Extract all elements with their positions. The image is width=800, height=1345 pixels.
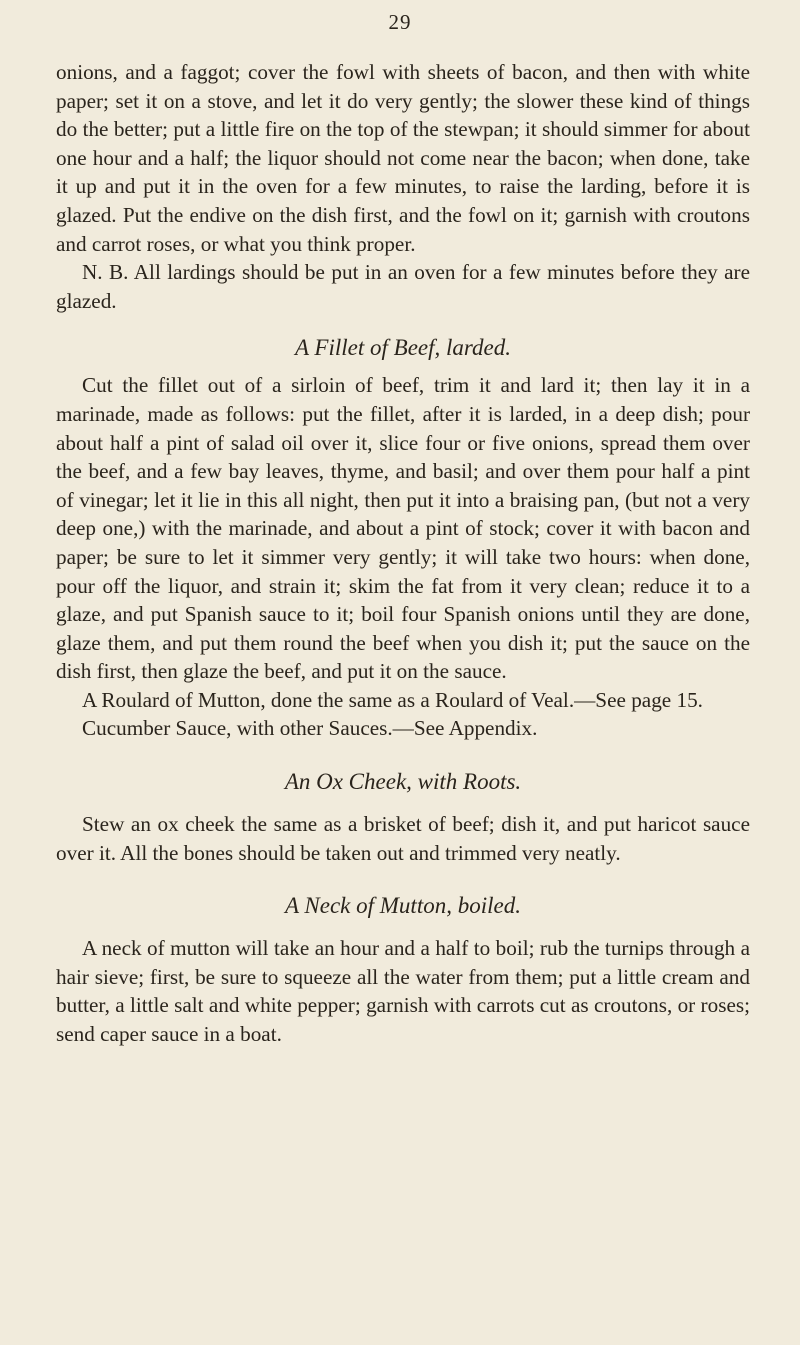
page-number: 29 bbox=[388, 10, 412, 34]
paragraph-fillet-of-beef: Cut the fillet out of a sirloin of beef, trim it and lard it; then lay it in a marinade, made as follows: put the fillet, after it is larded, in a deep dish; pour about half a pint of salad oil over it, slice four or five onions, spread them over the beef, and a few bay leaves, thyme, and basil; and over them pour half a pint of vinegar; let it lie in this all night, then put it into a braising pan, (but not a very deep one,) with the marinade, and about a pint of stock; cover it with bacon and paper; be sure to let it simmer very gently; it will take two hours: when done, pour off the liquor, and strain it; skim the fat from it very clean; reduce it to a glaze, and put Spanish sauce to it; boil four Spanish onions until they are done, glaze them, and put them round the beef when you dish it; put the sauce on the dish first, then glaze the beef, and put it on the sauce. bbox=[56, 373, 750, 684]
heading-fillet-of-beef: A Fillet of Beef, larded. bbox=[295, 335, 511, 361]
paragraph-fowl-continued: onions, and a faggot; cover the fowl with sheets of bacon, and then with white paper; set it on a stove, and let it do very gently; the slower these kind of things do the better; put a little fire on the top of the stewpan; it should simmer for about one hour and a half; the liquor should not come near the bacon; when done, take it up and put it in the oven for a few minutes, to raise the larding, before it is glazed. Put the endive on the dish first, and the fowl on it; garnish with croutons and carrot roses, or what you think proper. bbox=[56, 60, 750, 256]
heading-neck-of-mutton: A Neck of Mutton, boiled. bbox=[285, 893, 521, 919]
paragraph-ox-cheek: Stew an ox cheek the same as a brisket of beef; dish it, and put haricot sauce over it. All the bones should be taken out and trimmed very neatly. bbox=[56, 812, 750, 865]
note-lardings: N. B. All lardings should be put in an oven for a few minutes before they are glazed. bbox=[56, 260, 750, 313]
page-body bbox=[56, 58, 750, 1049]
heading-ox-cheek: An Ox Cheek, with Roots. bbox=[284, 769, 522, 795]
paragraph-roulard-of-mutton: A Roulard of Mutton, done the same as a Roulard of Veal.—See page 15. bbox=[82, 687, 703, 712]
paragraph-neck-of-mutton: A neck of mutton will take an hour and a half to boil; rub the turnips through a hair sieve; first, be sure to squeeze all the water from them; put a little cream and butter, a little salt and white pepper; garnish with carrots cut as croutons, or roses; send caper sauce in a boat. bbox=[56, 936, 750, 1047]
paragraph-cucumber-sauce: Cucumber Sauce, with other Sauces.—See Appendix. bbox=[82, 716, 538, 741]
